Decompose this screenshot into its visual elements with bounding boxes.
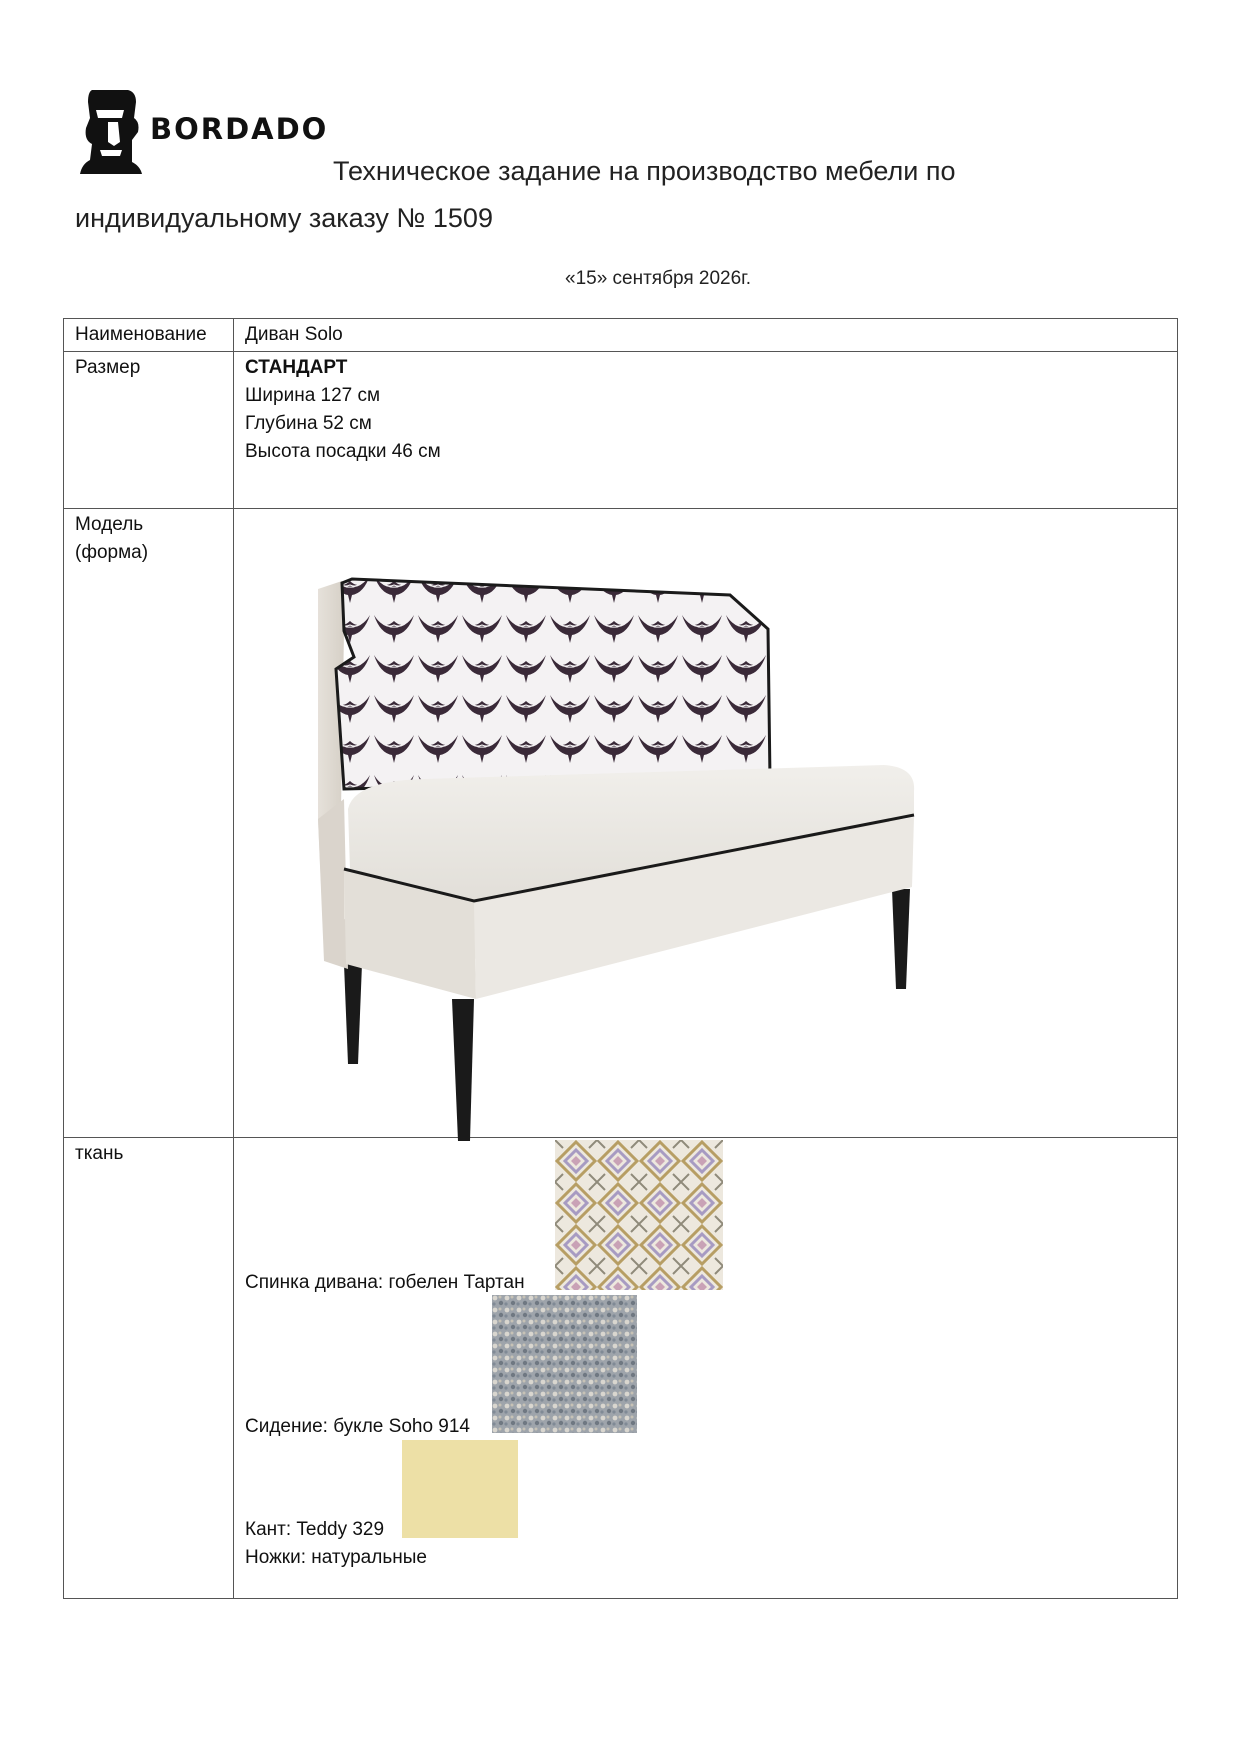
boucle-pattern-image: [492, 1295, 637, 1433]
moai-head-icon: [78, 88, 144, 176]
table-row-fabric: [64, 1138, 1178, 1599]
sofa-image: [284, 569, 984, 1144]
seat-fabric-swatch: [492, 1295, 637, 1433]
name-value: Диван Solo: [234, 319, 1178, 352]
document-date: «15» сентября 2026г.: [565, 268, 752, 289]
back-fabric-text: Спинка дивана: гобелен Тартан: [245, 1272, 525, 1293]
size-value: [234, 352, 1178, 509]
piping-fabric-swatch: [402, 1440, 518, 1538]
spec-table: [63, 318, 1178, 1599]
back-fabric-swatch: [555, 1140, 723, 1290]
brand-logo: [78, 88, 328, 178]
fabric-value: [234, 1138, 1178, 1599]
name-label: Наименование: [64, 319, 234, 352]
size-heading: СТАНДАРТ: [245, 357, 348, 378]
fabric-label: ткань: [64, 1138, 234, 1599]
document-title-line1: Техническое задание на производство мебели по: [333, 156, 956, 186]
model-label-line1: Модель: [75, 514, 144, 535]
brand-name: BORDADO: [150, 112, 329, 146]
table-row-size: [64, 352, 1178, 509]
model-image-cell: [234, 509, 1178, 1138]
size-seat-height: Высота посадки 46 см: [245, 441, 441, 462]
seat-fabric-text: Сидение: букле Soho 914: [245, 1416, 470, 1437]
size-label: Размер: [64, 352, 234, 509]
size-width: Ширина 127 см: [245, 385, 381, 406]
tapestry-pattern-image: [555, 1140, 723, 1290]
table-row-name: [64, 319, 1178, 352]
piping-fabric-text: Кант: Teddy 329: [245, 1519, 385, 1540]
document-title-line2: индивидуальному заказу № 1509: [75, 203, 493, 233]
table-row-model: [64, 509, 1178, 1138]
size-depth: Глубина 52 см: [245, 413, 372, 434]
legs-text: Ножки: натуральные: [245, 1547, 427, 1568]
model-label: [64, 509, 234, 1138]
model-label-line2: (форма): [75, 542, 149, 563]
